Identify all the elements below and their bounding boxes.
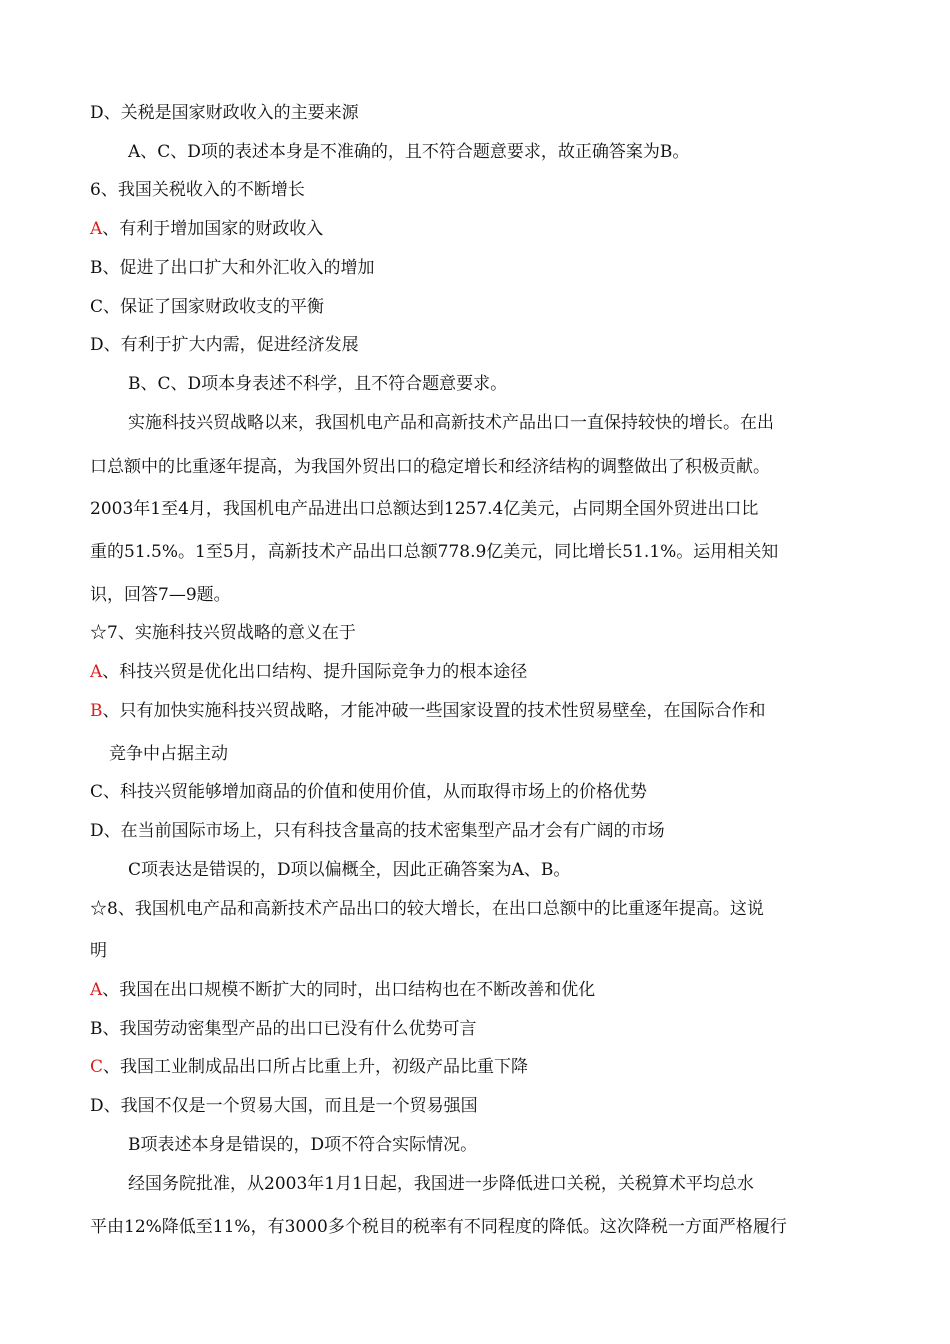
answer-letter: A — [90, 980, 103, 1000]
paragraph-line: 口总额中的比重逐年提高，为我国外贸出口的稳定增长和经济结构的调整做出了积极贡献。 — [90, 457, 770, 477]
option: D、在当前国际市场上，只有科技含量高的技术密集型产品才会有广阔的市场 — [90, 821, 665, 841]
paragraph-line: 2003年1至4月，我国机电产品进出口总额达到1257.4亿美元，占同期全国外贸进出口比 — [90, 499, 759, 519]
option: D、有利于扩大内需，促进经济发展 — [90, 335, 359, 355]
answer-note: C项表达是错误的，D项以偏概全，因此正确答案为A、B。 — [128, 860, 571, 880]
paragraph-line: 重的51.5%。1至5月，高新技术产品出口总额778.9亿美元，同比增长51.1%。运用相关知 — [90, 542, 779, 562]
option-continuation: 竞争中占据主动 — [109, 744, 228, 764]
option: D、我国不仅是一个贸易大国，而且是一个贸易强国 — [90, 1096, 478, 1116]
question-title: 6、我国关税收入的不断增长 — [90, 180, 305, 200]
option: C、科技兴贸能够增加商品的价值和使用价值，从而取得市场上的价格优势 — [90, 782, 648, 802]
paragraph-line: 实施科技兴贸战略以来，我国机电产品和高新技术产品出口一直保持较快的增长。在出 — [128, 413, 774, 433]
answer-note: B项表述本身是错误的，D项不符合实际情况。 — [128, 1135, 478, 1155]
answer-letter: C — [90, 1057, 104, 1077]
question-title-continuation: 明 — [90, 941, 107, 961]
option-correct: A、我国在出口规模不断扩大的同时，出口结构也在不断改善和优化 — [90, 980, 596, 1000]
question-title: ☆7、实施科技兴贸战略的意义在于 — [90, 623, 356, 643]
text-line: D、关税是国家财政收入的主要来源 — [90, 103, 359, 123]
paragraph-line: 经国务院批准，从2003年1月1日起，我国进一步降低进口关税，关税算术平均总水 — [128, 1174, 754, 1194]
option-correct: A、有利于增加国家的财政收入 — [90, 219, 324, 239]
paragraph-line: 识，回答7—9题。 — [90, 585, 231, 605]
answer-note: B、C、D项本身表述不科学，且不符合题意要求。 — [128, 374, 508, 394]
answer-letter: B — [90, 701, 103, 721]
option-correct: C、我国工业制成品出口所占比重上升，初级产品比重下降 — [90, 1057, 529, 1077]
question-title: ☆8、我国机电产品和高新技术产品出口的较大增长，在出口总额中的比重逐年提高。这说 — [90, 899, 764, 919]
option: B、我国劳动密集型产品的出口已没有什么优势可言 — [90, 1019, 477, 1039]
option-correct: A、科技兴贸是优化出口结构、提升国际竞争力的根本途径 — [90, 662, 528, 682]
option-correct: B、只有加快实施科技兴贸战略，才能冲破一些国家设置的技术性贸易壁垒，在国际合作和 — [90, 701, 766, 721]
paragraph-line: 平由12%降低至11%，有3000多个税目的税率有不同程度的降低。这次降税一方面严格履行 — [90, 1217, 787, 1237]
answer-letter: A — [90, 219, 103, 239]
answer-letter: A — [90, 662, 103, 682]
option: B、促进了出口扩大和外汇收入的增加 — [90, 258, 375, 278]
answer-note: A、C、D项的表述本身是不准确的，且不符合题意要求，故正确答案为B。 — [128, 142, 690, 162]
option: C、保证了国家财政收支的平衡 — [90, 297, 325, 317]
